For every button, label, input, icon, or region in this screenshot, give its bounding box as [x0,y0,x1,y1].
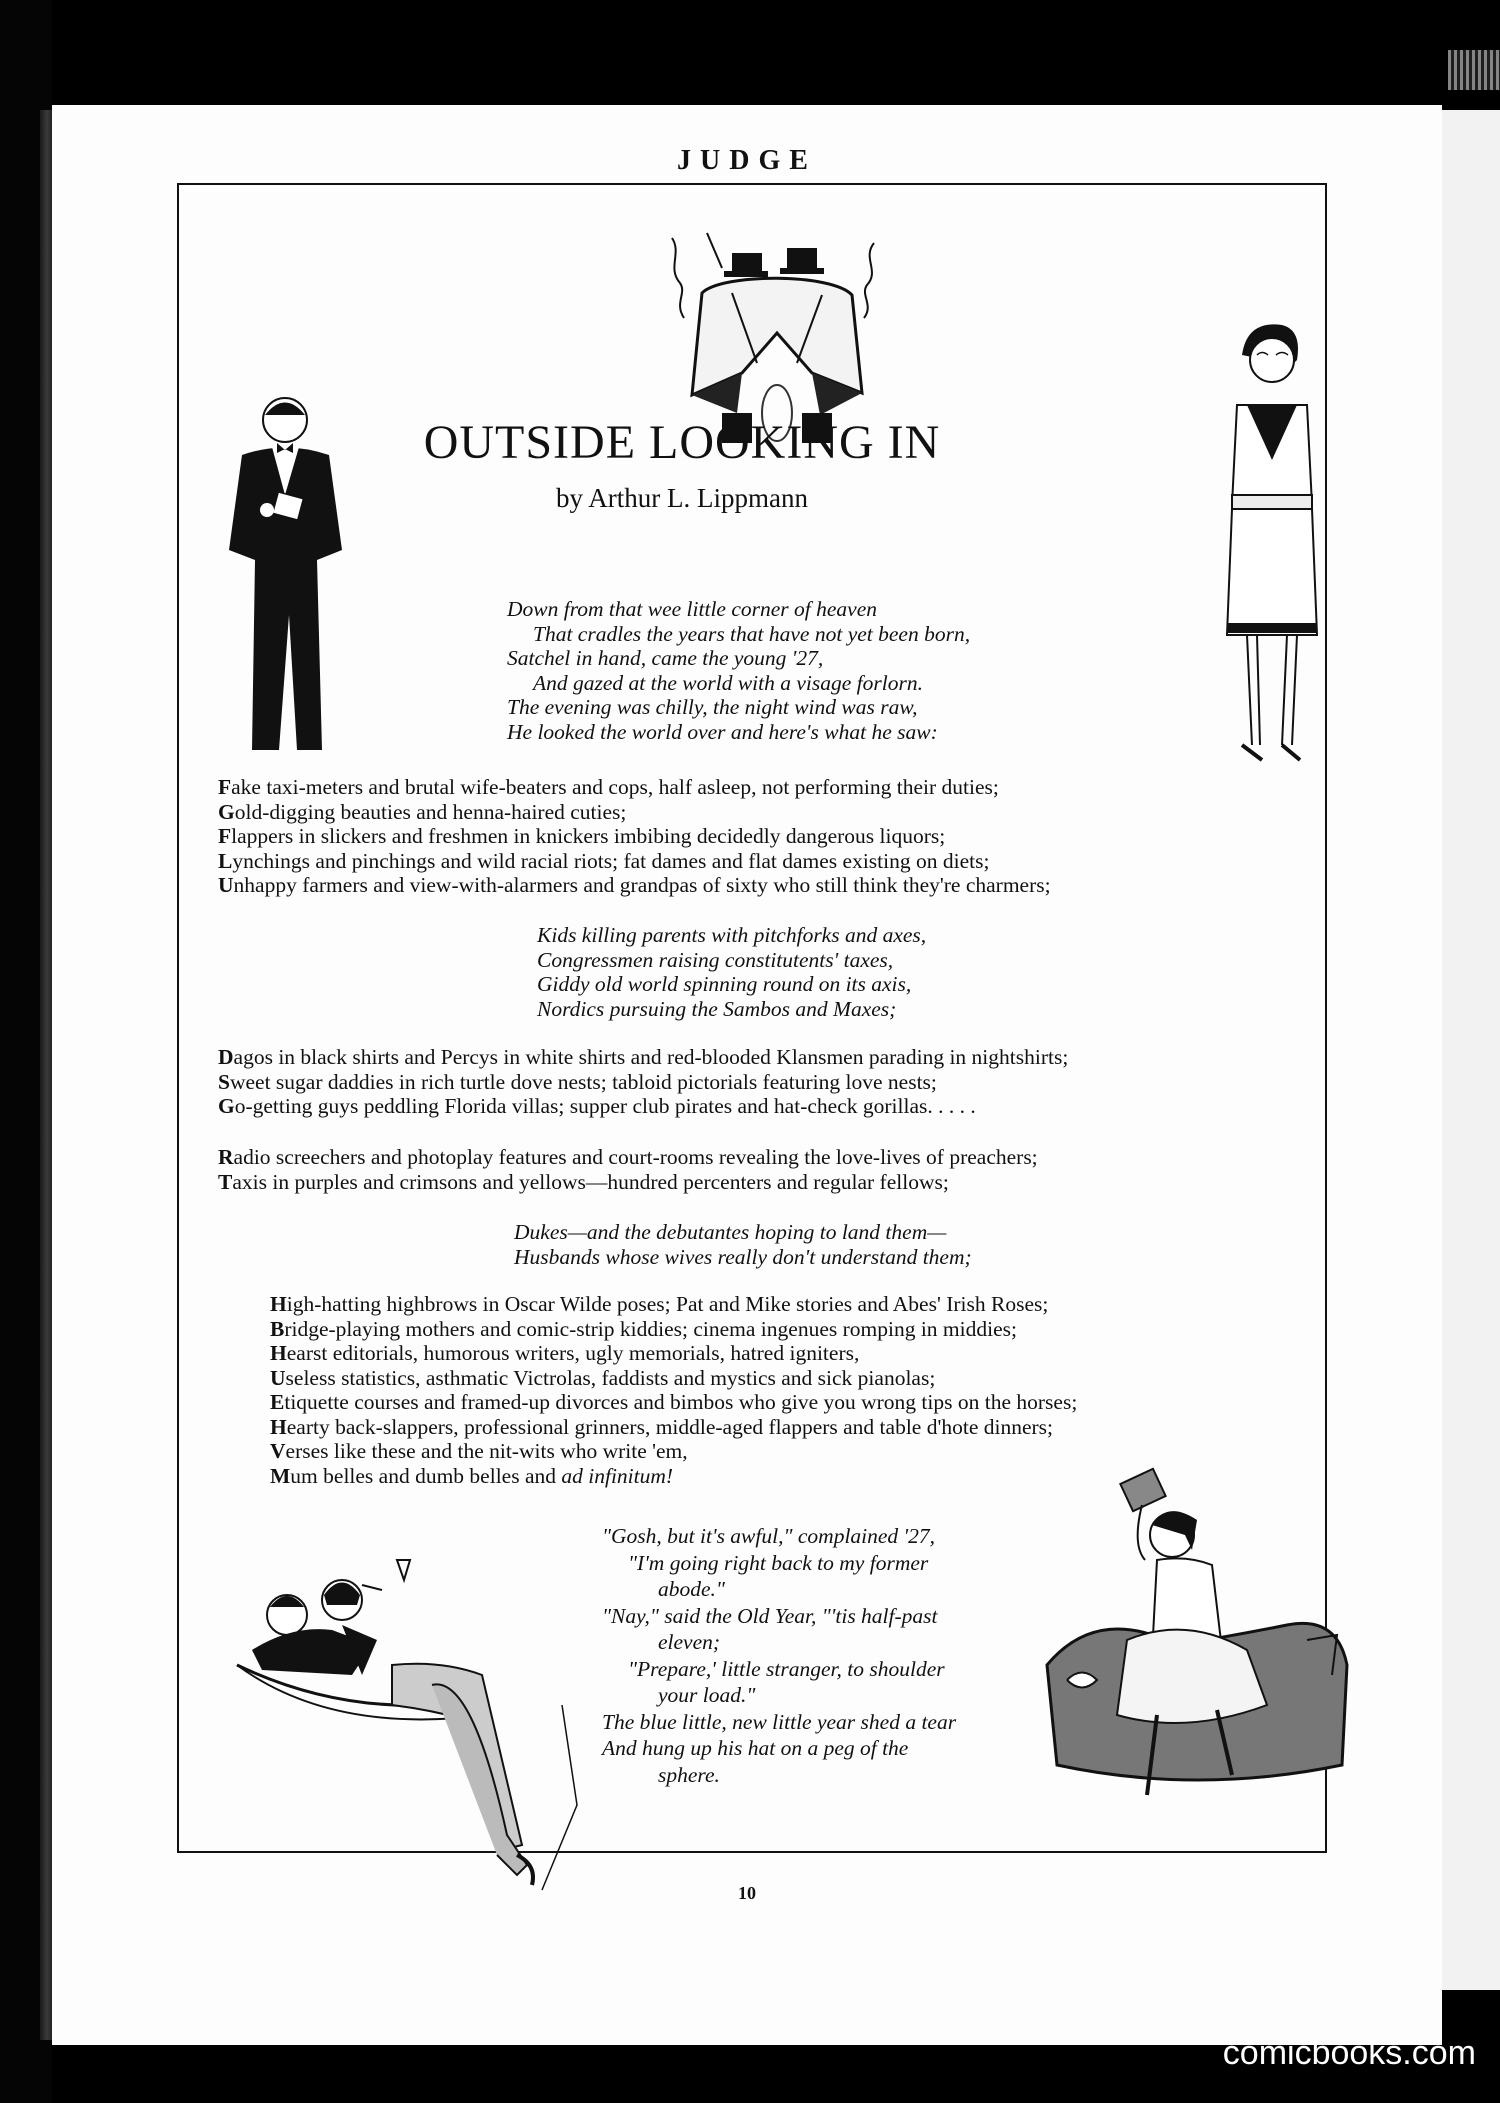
page-number: 10 [738,1883,756,1903]
site-watermark: comicbooks.com [1222,2034,1476,2072]
verse-line: And gazed at the world with a visage forlorn. [533,670,923,695]
verse-line: "I'm going right back to my former [628,1550,929,1575]
verse-line: Unhappy farmers and view-with-alarmers and grandpas of sixty who still think they're charmers; [218,873,1051,897]
verse-line: Dukes—and the debutantes hoping to land them— [514,1220,947,1244]
verse-line: Bridge-playing mothers and comic-strip kiddies; cinema ingenues romping in middies; [270,1316,1017,1341]
verse-line: Satchel in hand, came the young '27, [507,646,824,670]
verse-line: "Nay," said the Old Year, "'tis half-past [602,1603,938,1628]
verse-line: Hearst editorials, humorous writers, ugly memorials, hatred igniters, [270,1341,860,1365]
verse-line: Husbands whose wives really don't understand them; [514,1244,972,1269]
verse-line-last [270,1464,1077,1489]
verse-line: Hearty back-slappers, professional grinners, middle-aged flappers and table d'hote dinners; [270,1414,1053,1439]
verse-line: "Gosh, but it's awful," complained '27, [602,1524,936,1548]
magazine-page [52,105,1442,2045]
verse-line: Fake taxi-meters and brutal wife-beaters and cops, half asleep, not performing their duties; [218,775,999,799]
verse-line: That cradles the years that have not yet been born, [533,621,971,646]
verse-line: Kids killing parents with pitchforks and axes, [537,923,927,947]
verse-line: Giddy old world spinning round on its axis, [537,972,912,996]
verse-text: Mum belles and dumb belles and [270,1463,562,1488]
verse-line: Down from that wee little corner of heaven [507,597,878,621]
verse-line: Congressmen raising constitutents' taxes, [537,947,894,972]
verse-line: High-hatting highbrows in Oscar Wilde poses; Pat and Mike stories and Abes' Irish Roses; [270,1292,1049,1316]
facing-page-edge [1440,110,1500,1990]
intro-stanza [507,597,970,744]
verse-line: your load." [658,1683,756,1707]
verse-line: Useless statistics, asthmatic Victrolas, faddists and mystics and sick pianolas; [270,1365,936,1390]
italic-block-one [537,923,926,1021]
verse-line: "Prepare,' little stranger, to shoulder [628,1656,945,1681]
italic-block-two [514,1220,972,1269]
verse-line: Lynchings and pinchings and wild racial riots; fat dames and flat dames existing on diets; [218,848,990,873]
verse-line: sphere. [658,1762,720,1787]
verse-line: Dagos in black shirts and Percys in white shirts and red-blooded Klansmen parading in nightshirts; [218,1045,1069,1069]
masthead: JUDGE [677,145,817,176]
verse-line: Verses like these and the nit-wits who write 'em, [270,1439,688,1463]
verse-line: Flappers in slickers and freshmen in knickers imbibing decidedly dangerous liquors; [218,824,946,848]
verse-line: Go-getting guys peddling Florida villas; supper club pirates and hat-check gorillas. . . . . [218,1094,976,1118]
verse-block-one [218,775,1051,898]
verse-line: Radio screechers and photoplay features and court-rooms revealing the love-lives of preachers; [218,1145,1038,1169]
scan-artifact [1448,50,1500,90]
verse-line: He looked the world over and here's what he saw: [507,719,938,744]
verse-line: Nordics pursuing the Sambos and Maxes; [537,996,897,1021]
woman-in-dress-illustration [1202,305,1332,765]
verse-text-italic: ad infinitum! [561,1463,674,1488]
man-in-tuxedo-illustration [217,385,357,760]
couple-in-hammock-illustration [232,1545,582,1905]
verse-line: The blue little, new little year shed a tear [602,1709,957,1734]
verse-line: abode." [658,1577,725,1601]
verse-line: Taxis in purples and crimsons and yellows—hundred percenters and regular fellows; [218,1169,949,1194]
verse-block-four [270,1292,1077,1488]
verse-line: Etiquette courses and framed-up divorces and bimbos who give you wrong tips on the horses; [270,1390,1078,1414]
verse-block-two [218,1045,1068,1119]
verse-line: The evening was chilly, the night wind was raw, [507,695,918,719]
verse-line: eleven; [658,1630,721,1654]
verse-line: And hung up his hat on a peg of the [602,1736,909,1760]
flapper-on-sofa-illustration [1037,1465,1357,1825]
verse-line: Gold-digging beauties and henna-haired cuties; [218,799,627,824]
closing-stanza [602,1523,956,1788]
article-title: OUTSIDE LOOKING IN [423,416,941,469]
verse-line: Sweet sugar daddies in rich turtle dove nests; tabloid pictorials featuring love nests; [218,1069,937,1094]
byline: by Arthur L. Lippmann [556,483,808,513]
verse-block-three [218,1145,1038,1194]
